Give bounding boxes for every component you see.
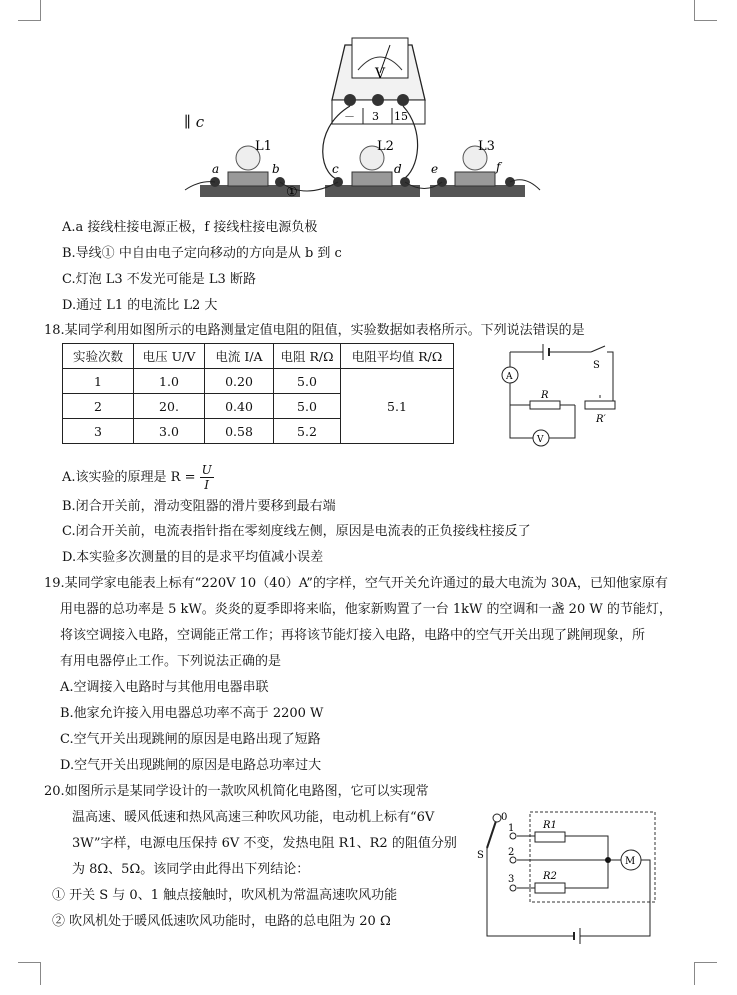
cell: 20. [134,394,205,419]
q20-line-1: 20.如图所示是某同学设计的一款吹风机简化电路图，它可以实现常 [44,784,429,799]
post-f: f [496,160,501,174]
th-voltage: 电压 U/V [134,344,205,369]
q19-option-c: C.空气开关出现跳闸的原因是电路出现了短路 [60,732,321,747]
q18-option-b: B.闭合开关前，滑动变阻器的滑片要移到最右端 [62,499,336,514]
q17-partial-label: ∥ c [184,113,205,131]
cell: 5.0 [274,394,341,419]
formula-numerator: U [201,463,212,477]
q19-option-a: A.空调接入电路时与其他用电器串联 [60,680,269,695]
crop-mark-top-right [694,0,717,21]
th-resistance: 电阻 R/Ω [274,344,341,369]
post-c: c [332,162,339,176]
q18-data-table [62,343,454,444]
post-b: b [272,162,280,176]
lamp-label-l3: L3 [478,139,495,154]
cell: 0.40 [205,394,274,419]
switch-s: S [477,850,484,861]
q19-line-1: 19.某同学家电能表上标有“220V 10（40）A”的字样，空气开关允许通过的最大电流为 30A，已知他家原有 [44,576,668,591]
q20-line-2: 温高速、暖风低速和热风高速三种吹风功能，电动机上标有“6V [72,810,435,825]
voltmeter-label: V [537,435,544,445]
meter-terminal-neg: － [344,110,355,123]
contact-2: 2 [508,847,515,858]
q18-option-c: C.闭合开关前，电流表指针指在零刻度线左侧，原因是电流表的正负接线柱接反了 [62,524,531,539]
th-current: 电流 I/A [205,344,274,369]
voltmeter-letter: V [375,66,386,82]
q17-circuit-figure [180,30,550,210]
q18-option-d: D.本实验多次测量的目的是求平均值减小误差 [62,550,324,565]
q18-stem: 18.某同学利用如图所示的电路测量定值电阻的阻值，实验数据如表格所示。下列说法错误的是 [44,323,585,338]
q20-statement-2: ② 吹风机处于暖风低速吹风功能时，电路的总电阻为 20 Ω [52,914,391,929]
r2-label: R2 [543,871,557,882]
q17-option-c: C.灯泡 L3 不发光可能是 L3 断路 [62,272,256,287]
contact-0: 0 [501,812,508,823]
cell: 0.20 [205,369,274,394]
formula-fraction [200,463,214,492]
lamp-label-l2: L2 [377,139,394,154]
rheostat-label: R′ [596,414,606,425]
cell: 1.0 [134,369,205,394]
cell: 3.0 [134,419,205,444]
cell: 2 [63,394,134,419]
meter-terminal-3: 3 [372,110,379,123]
cell: 0.58 [205,419,274,444]
contact-3: 3 [508,874,515,885]
q17-option-a: A.a 接线柱接电源正极，f 接线柱接电源负极 [62,220,318,235]
switch-label: S [593,360,600,371]
q20-line-4: 为 8Ω、5Ω。该同学由此得出下列结论： [72,862,310,877]
q19-line-4: 有用电器停止工作。下列说法正确的是 [60,654,282,669]
crop-mark-top-left [18,0,41,21]
cell: 3 [63,419,134,444]
post-a: a [212,162,220,176]
q19-option-d: D.空气开关出现跳闸的原因是电路总功率过大 [60,758,322,773]
wire-mark: ① [286,185,298,200]
q17-option-d: D.通过 L1 的电流比 L2 大 [62,298,218,313]
cell: 5.2 [274,419,341,444]
average-cell: 5.1 [341,369,454,444]
contact-1: 1 [508,823,515,834]
post-e: e [431,162,439,176]
q20-circuit-diagram [475,808,665,950]
q18-circuit-diagram [495,340,625,455]
meter-terminal-15: 15 [394,110,408,123]
q19-line-3: 将该空调接入电路，空调能正常工作；再将该节能灯接入电路，电路中的空气开关出现了跳闸现象，所 [60,628,646,643]
q20-statement-1: ① 开关 S 与 0、1 触点接触时，吹风机为常温高速吹风功能 [52,888,398,903]
formula-denominator: I [204,478,210,492]
ammeter-label: A [506,372,513,382]
motor-label: M [625,856,636,867]
q18-option-a [62,463,214,492]
th-average: 电阻平均值 R/Ω [341,344,454,369]
th-trial: 实验次数 [63,344,134,369]
q17-option-b: B.导线① 中自由电子定向移动的方向是从 b 到 c [62,246,342,261]
q19-line-2: 用电器的总功率是 5 kW。炎炎的夏季即将来临，他家新购置了一台 1kW 的空调和一盏 20 W 的节能灯， [60,602,672,617]
post-d: d [394,162,402,176]
resistor-label: R [541,390,549,401]
crop-mark-bottom-left [18,962,41,985]
lamp-label-l1: L1 [255,139,272,154]
crop-mark-bottom-right [694,962,717,985]
q20-line-3: 3W”字样，电源电压保持 6V 不变，发热电阻 R1、R2 的阻值分别 [72,836,457,851]
q19-option-b: B.他家允许接入用电器总功率不高于 2200 W [60,706,324,721]
cell: 5.0 [274,369,341,394]
q18-option-a-text: A.该实验的原理是 R = [62,470,196,485]
lamp-board-2 [325,146,420,197]
r1-label: R1 [543,820,557,831]
cell: 1 [63,369,134,394]
